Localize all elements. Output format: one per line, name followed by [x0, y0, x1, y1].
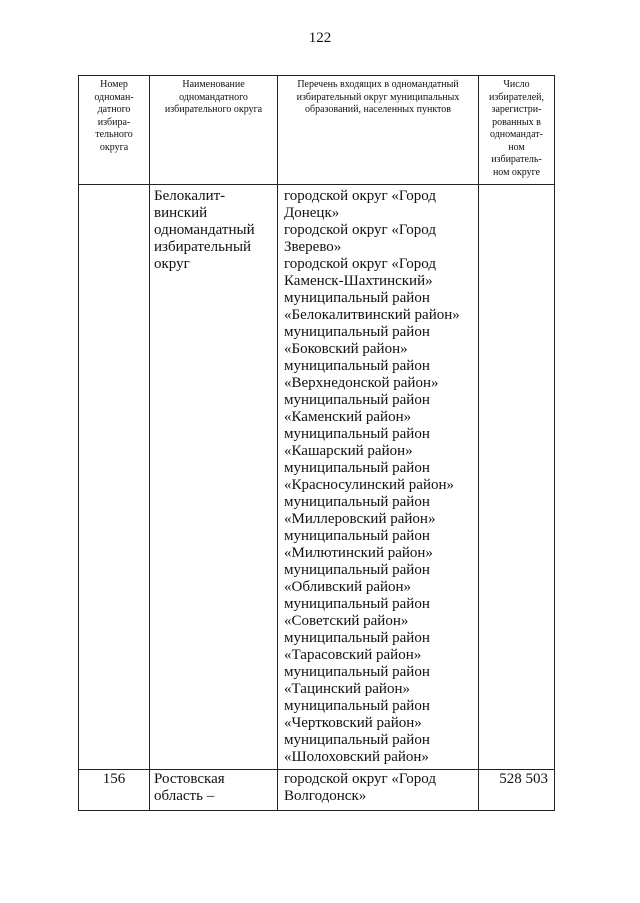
header-line: образований, населенных пунктов — [304, 104, 452, 115]
text-line: «Тацинский район» — [284, 681, 410, 697]
header-line: тельного — [95, 129, 133, 140]
districts-table — [78, 75, 555, 811]
district-name-cell — [150, 185, 278, 770]
text-line: муниципальный район — [284, 698, 430, 714]
text-line: муниципальный район — [284, 528, 430, 544]
text-line: Каменск-Шахтинский» — [284, 273, 433, 289]
text-line: городской округ «Город — [284, 222, 436, 238]
table-header-row — [79, 76, 555, 185]
text-line: «Миллеровский район» — [284, 511, 436, 527]
text-line: муниципальный район — [284, 392, 430, 408]
text-line: городской округ «Город — [284, 256, 436, 272]
header-line: ном округе — [492, 166, 541, 178]
header-line: Номер — [100, 79, 128, 90]
header-line: зарегистри- — [491, 104, 542, 115]
header-line: одномандат- — [490, 129, 543, 140]
text-line: «Обливский район» — [284, 579, 412, 595]
text-line: «Верхнедонской район» — [284, 375, 439, 391]
text-line: избирательный — [154, 239, 252, 255]
text-line: муниципальный район — [284, 664, 430, 680]
text-line: Зверево» — [284, 239, 342, 255]
text-line: муниципальный район — [284, 732, 430, 748]
text-line: «Тарасовский район» — [284, 647, 422, 663]
text-line: городской округ «Город — [284, 771, 436, 787]
header-voters-count — [479, 76, 555, 185]
header-line: датного — [97, 104, 131, 115]
text-line: область – — [154, 788, 215, 804]
header-line: одноман- — [94, 91, 134, 103]
header-line: избирателей, — [488, 91, 544, 103]
text-line: винский — [154, 205, 208, 221]
text-line: муниципальный район — [284, 358, 430, 374]
text-line: муниципальный район — [284, 290, 430, 306]
text-line: Волгодонск» — [284, 788, 367, 804]
header-district-number — [79, 76, 150, 185]
localities-cell — [278, 185, 479, 770]
text-line: одномандатный — [154, 222, 255, 238]
text-line: «Советский район» — [284, 613, 409, 629]
header-line: Наименование — [182, 79, 245, 90]
text-line: муниципальный район — [284, 460, 430, 476]
text-line: «Боковский район» — [284, 341, 408, 357]
table-row — [79, 770, 555, 811]
text-line: Белокалит- — [154, 188, 226, 204]
header-district-name — [150, 76, 278, 185]
text-line: «Кашарский район» — [284, 443, 413, 459]
text-line: муниципальный район — [284, 562, 430, 578]
district-number-cell: 156 — [79, 770, 150, 811]
text-line: «Милютинский район» — [284, 545, 433, 561]
header-line: Число — [503, 79, 530, 90]
header-line: избиратель- — [491, 154, 542, 165]
district-number-cell — [79, 185, 150, 770]
text-line: муниципальный район — [284, 494, 430, 510]
text-line: «Белокалитвинский район» — [284, 307, 460, 323]
district-name-cell — [150, 770, 278, 811]
page-number: 122 — [308, 30, 332, 46]
voters-count-cell: 528 503 — [479, 770, 555, 811]
header-line: избирательного округа — [164, 104, 263, 115]
text-line: «Каменский район» — [284, 409, 412, 425]
localities-cell — [278, 770, 479, 811]
text-line: Донецк» — [284, 205, 340, 221]
text-line: «Красносулинский район» — [284, 477, 455, 493]
text-line: муниципальный район — [284, 596, 430, 612]
text-line: муниципальный район — [284, 426, 430, 442]
header-line: избирательный округ муниципальных — [296, 91, 460, 103]
header-line: избира- — [97, 116, 131, 128]
text-line: «Чертковский район» — [284, 715, 422, 731]
table-row — [79, 185, 555, 770]
voters-count-cell — [479, 185, 555, 770]
text-line: городской округ «Город — [284, 188, 436, 204]
text-line: муниципальный район — [284, 324, 430, 340]
header-line: ном — [508, 141, 525, 153]
text-line: Ростовская — [154, 771, 225, 787]
header-line: округа — [99, 141, 129, 153]
header-line: рованных в — [492, 116, 541, 128]
header-line: Перечень входящих в одномандатный — [297, 79, 459, 90]
header-localities-list — [278, 76, 479, 185]
text-line: «Шолоховский район» — [284, 749, 429, 765]
header-line: одномандатного — [179, 91, 248, 103]
text-line: муниципальный район — [284, 630, 430, 646]
text-line: округ — [154, 256, 190, 272]
